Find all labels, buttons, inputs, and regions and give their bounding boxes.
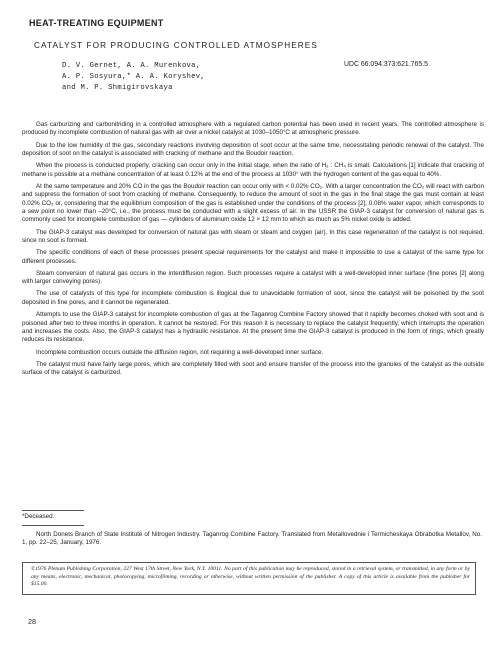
paragraph: The catalyst must have fairly large pores, which are completely filled with soot and ensure transfer of the process into the granules of the catalyst as the outside surface of the catalyst is carburized. <box>22 360 484 377</box>
footnote-divider <box>22 510 84 511</box>
article-body <box>22 121 484 381</box>
author-line: D. V. Gernet, A. A. Murenkova, <box>62 62 201 70</box>
paragraph: The GIAP-3 catalyst was developed for conversion of natural gas with steam or steam and oxygen (air). In this case regeneration of the catalyst is not required, since no soot is formed. <box>22 228 484 245</box>
affiliation-note: North Donets Branch of State Institute of Nitrogen Industry. Taganrog Combine Factory. Translated from Metallovednie i Termicheskaya Obrabotka Metallov, No. 1, pp. 22–25, January, 1976. <box>22 531 482 547</box>
paragraph: The specific conditions of each of these processes present special requirements for the catalyst and make it impossible to use a catalyst of the same type for different processes. <box>22 249 484 265</box>
author-line: and M. P. Shmigirovskaya <box>62 84 173 93</box>
paragraph: The use of catalysts of this type for incomplete combustion is illogical due to unavoidable formation of soot, since the catalyst will be poisoned by the soot deposited in fine pores, and it cannot be regenerated. <box>22 290 484 306</box>
paragraph: Incomplete combustion occurs outside the diffusion region, not requiring a well-developed inner surface. <box>36 348 324 356</box>
paragraph: Attempts to use the GIAP-3 catalyst for incomplete combustion of gas at the Taganrog Combine Factory showed that it rapidly becomes choked with soot and is poisoned after two to three months in operation. It cannot be restored. For this reason it is necessary to replace the catalyst frequently, which interrupts the operation and increases the costs. Also, the GIAP-3 catalyst has a hydraulic resistance. At the present time the GIAP-3 catalyst is produced in the form of rings, which greatly reduces its resistance. <box>22 311 484 344</box>
copyright-box: ©1976 Plenum Publishing Corporation, 227 West 17th Street, New York, N.Y. 10011. No part of this publication may be reproduced, stored in a retrieval system, or transmitted, in any form or by any means, electronic, mechanical, photocopying, microfilming, recording or otherwise, without written permission of the publisher. A copy of this article is available from the publisher for $15.00. <box>22 562 476 595</box>
author-line: A. P. Sosyura,* A. A. Koryshev, <box>62 73 206 82</box>
paragraph: Gas carburizing and carbonitriding in a controlled atmosphere with a regulated carbon potential has been used in recent years. The controlled atmosphere is produced by incomplete combustion of natural gas with air over a nickel catalyst at 1030–1050°C at atmospheric pressure. <box>22 121 484 137</box>
section-heading: HEAT-TREATING EQUIPMENT <box>29 18 164 28</box>
paragraph: When the process is conducted properly, cracking can occur only in the initial stage, when the ratio of H₂ : CH₄ is small. Calculations [1] indicate that cracking of methane is possible at a methane concentration of at least 0.12% at the end of the process at 1030° with the hydrogen content of the gas equal to 40%. <box>22 162 484 178</box>
paragraph: At the same temperature and 20% CO in the gas the Boudoir reaction can occur only with < 0.02% CO₂. With a larger concentration the CO₂ will react with carbon and suppress the formation of soot from cracking of methane. Consequently, to reduce the amount of soot in the gas in the final stage the gas must contain at least 0.02% CO₂ or, considering that the equilibrium composition of the gas is established under the conditions of the process [2], 0.08% water vapor, which corresponds to a sew point no lower than –20°C, i.e., the process must be conducted with a slight excess of air. In the USSR the GIAP-3 catalyst for conversion of natural gas is commonly used for incomplete combustion of gas — cylinders of aluminum oxide 12 × 12 mm to which as much as 5% nickel oxide is added. <box>22 182 484 224</box>
affiliation-divider <box>22 525 84 526</box>
page-number: 28 <box>28 617 36 626</box>
paragraph: Due to the low humidity of the gas, secondary reactions involving deposition of soot occur at the same time, necessitating periodic renewal of the catalyst. The deposition of soot on the catalyst is associated with cracking of methane and the Boudoir reaction. <box>22 141 484 158</box>
article-title: CATALYST FOR PRODUCING CONTROLLED ATMOSPHERES <box>34 41 318 50</box>
author-list <box>62 61 205 95</box>
paragraph: Steam conversion of natural gas occurs in the interdiffusion region. Such processes require a catalyst with a well-developed inner surface (fine pores [2] along with larger conveying pores). <box>22 269 484 286</box>
udc-code: UDC 66.094.373:621.765.5 <box>344 61 428 68</box>
footnote: *Deceased. <box>22 513 55 520</box>
